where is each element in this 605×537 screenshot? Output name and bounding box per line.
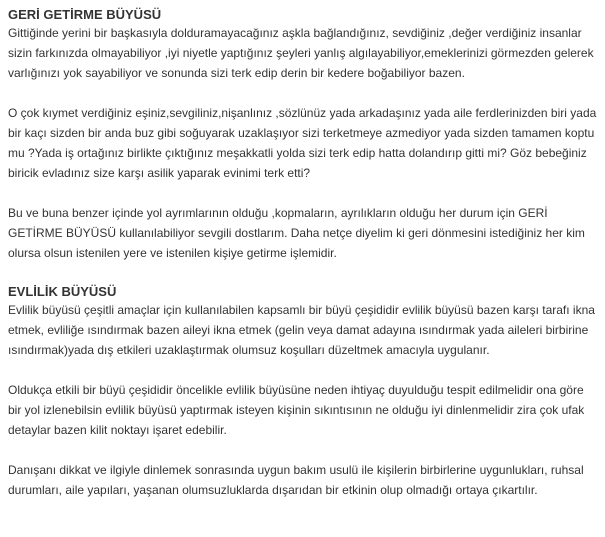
paragraph-spacer xyxy=(8,183,598,203)
article-body xyxy=(8,6,598,500)
section-heading-evlilik: EVLİLİK BÜYÜSÜ xyxy=(8,284,117,299)
paragraph: Bu ve buna benzer içinde yol ayrımlarının olduğu ,kopmaların, ayrılıkların olduğu her durum için GERİ GETİRME BÜYÜSÜ kullanılabiliyor sevgili dostlarım. Daha netçe diyelim ki geri dönmesini istediğiniz her kim olursa olsun istenilen yere ve istenilen kişiye getirme işlemidir. xyxy=(8,206,585,260)
paragraph-spacer xyxy=(8,360,598,380)
paragraph: O çok kıymet verdiğiniz eşiniz,sevgiliniz,nişanlınız ,sözlünüz yada arkadaşınız yada aile ferdlerinizden biri yada bir kaçı sizden bir anda buz gibi soğuyarak uzaklaşıyor sizi terketmeye azmediyor yada sizden tamamen koptu mu ?Yada iş ortağınız birlikte çıktığınız meşakkatli yolda sizi terk edip hatta dolandırıp gitti mi? Göz bebeğiniz biricik evladınız size karşı asilik yaparak evinimi terk etti? xyxy=(8,106,597,180)
paragraph-spacer xyxy=(8,83,598,103)
paragraph: Gittiğinde yerini bir başkasıyla dolduramayacağınız aşkla bağlandığınız, sevdiğiniz ,değer verdiğiniz insanlar sizin farkınızda olmayabiliyor ,iyi niyetle yaptığınız şeyleri yanlış algılayabiliyor,emeklerinizi görmezden gelerek varlığınızı yok sayabiliyor ve sonunda sizi terk edip derin bir kedere boğabiliyor bazen. xyxy=(8,26,594,80)
paragraph-spacer xyxy=(8,263,598,283)
paragraph: Oldukça etkili bir büyü çeşididir öncelikle evlilik büyüsüne neden ihtiyaç duyulduğu tespit edilmelidir ona göre bir yol izlenebilsin evlilik büyüsü yaptırmak isteyen kişinin sıkıntısının ne olduğu iyi dinlenmelidir zira çok ufak detaylar bazen kilit noktayı işaret edebilir. xyxy=(8,383,585,437)
paragraph: Danışanı dikkat ve ilgiyle dinlemek sonrasında uygun bakım usulü ile kişilerin birbirlerine uygunlukları, ruhsal durumları, aile yapıları, yaşanan olumsuzluklarda dışarıdan bir etkinin olup olmadığı ortaya çıkartılır. xyxy=(8,463,584,497)
section-heading-geri-getirme: GERİ GETİRME BÜYÜSÜ xyxy=(8,7,162,22)
paragraph-spacer xyxy=(8,440,598,460)
paragraph: Evlilik büyüsü çeşitli amaçlar için kullanılabilen kapsamlı bir büyü çeşididir evlilik büyüsü bazen karşı tarafı ikna etmek, evliliğe ısındırmak bazen aileyi ikna etmek (gelin veya damat adayına ısındırmak yada aileleri birbirine ısındırmak)yada dış etkileri uzaklaştırmak olumsuz koşulları düzeltmek amacıyla uygulanır. xyxy=(8,303,595,357)
